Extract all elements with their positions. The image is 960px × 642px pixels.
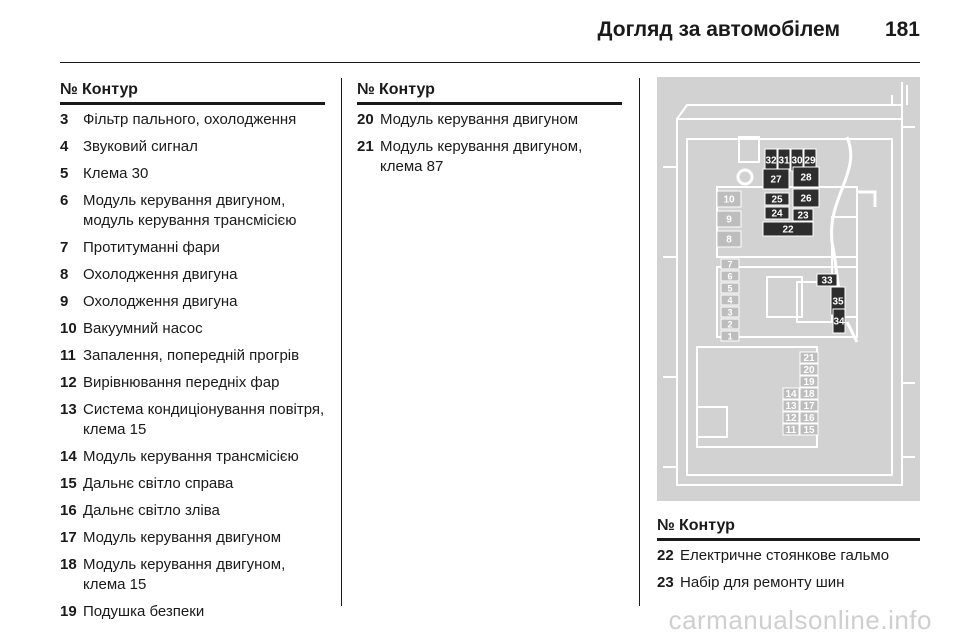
fuse-row [60, 346, 325, 366]
fuse-number: 7 [60, 239, 69, 256]
fuse-slot-light-19 [800, 376, 818, 388]
fuse-number: 18 [60, 556, 77, 573]
fuse-circuit: Охолодження двигуна [83, 266, 238, 283]
fuse-circuit: Модуль керування двигуном [83, 529, 282, 546]
fuse-box-drawing [657, 77, 920, 501]
fuse-label: 28 [800, 172, 812, 184]
fuse-row [60, 292, 325, 312]
fuse-label: 34 [833, 316, 845, 328]
fuse-circuit: Модуль керування трансмісією [83, 448, 299, 465]
fuse-slot-dark-31 [778, 149, 790, 171]
fuse-row [357, 110, 622, 130]
column-divider-left [341, 78, 342, 606]
fuse-number: 11 [60, 347, 76, 364]
fuse-number: 8 [60, 266, 69, 283]
fuse-box-diagram [657, 77, 920, 501]
fuse-table-column-2 [357, 80, 622, 184]
fuse-label: 23 [797, 210, 809, 222]
fuse-circuit: Протитуманні фари [83, 239, 220, 256]
fuse-number: 20 [357, 111, 374, 128]
fuse-number: 22 [657, 547, 674, 564]
fuse-slot-light-7 [721, 259, 739, 270]
fuse-slot-light-1 [721, 331, 739, 342]
fuse-row [60, 528, 325, 548]
fuse-label: 6 [727, 271, 733, 282]
fuse-label: 13 [785, 401, 797, 412]
fuse-row [657, 573, 920, 593]
fuse-circuit: Дальнє світло справа [83, 475, 234, 492]
fuse-circuit: Система кондиціонування повітря, клема 15 [83, 401, 325, 438]
fuse-number: 21 [357, 138, 374, 155]
fuse-number: 13 [60, 401, 77, 418]
fuse-label: 7 [727, 259, 733, 270]
header-title: Догляд за автомобілем [597, 18, 840, 41]
fuse-row [60, 474, 325, 494]
fuse-slot-light-16 [800, 412, 818, 424]
fuse-circuit: Звуковий сигнал [83, 138, 198, 155]
fuse-number: 9 [60, 293, 69, 310]
fuse-slot-dark-26 [793, 189, 819, 207]
fuse-slot-dark-24 [765, 207, 789, 220]
fuse-label: 27 [770, 174, 782, 186]
fuse-slot-light-9 [717, 211, 741, 227]
fuse-row [357, 137, 622, 177]
table-header [357, 80, 622, 105]
watermark: carmanualsonline.info [668, 605, 932, 635]
fuse-number: 3 [60, 111, 69, 128]
fuse-label: 3 [727, 307, 733, 318]
fuse-slot-light-15 [800, 424, 818, 436]
fuse-row [60, 501, 325, 521]
fuse-label: 20 [803, 365, 815, 376]
fuse-row [60, 373, 325, 393]
fuse-circuit: Модуль керування двигуном, клема 15 [83, 556, 286, 593]
fuse-label: 12 [785, 413, 797, 424]
fuse-number: 6 [60, 192, 69, 209]
table-header [60, 80, 325, 105]
fuse-label: 29 [804, 155, 816, 167]
fuse-slot-dark-33 [817, 274, 837, 287]
fuse-slot-light-17 [800, 400, 818, 412]
fuse-label: 4 [727, 295, 733, 306]
header-label: Контур [82, 81, 138, 98]
fuse-label: 24 [771, 208, 783, 220]
fuse-label: 18 [803, 389, 815, 400]
fuse-label: 25 [771, 194, 783, 206]
fuse-slot-light-13 [783, 400, 799, 412]
fuse-label: 8 [726, 234, 732, 246]
fuse-slot-light-8 [717, 231, 741, 247]
fuse-slot-light-5 [721, 283, 739, 294]
fuse-number: 5 [60, 165, 69, 182]
fuse-row [60, 164, 325, 184]
fuse-circuit: Вакуумний насос [83, 320, 203, 337]
fuse-label: 11 [785, 425, 797, 436]
fuse-circuit: Запалення, попередній прогрів [83, 347, 300, 364]
fuse-label: 32 [765, 155, 777, 167]
fuse-slot-light-18 [800, 388, 818, 400]
fuse-slot-light-3 [721, 307, 739, 318]
fuse-slot-light-11 [783, 424, 799, 436]
fuse-label: 35 [832, 296, 844, 308]
fuse-slot-dark-34 [833, 309, 845, 333]
header-number: № [60, 81, 78, 98]
fuse-label: 2 [727, 319, 733, 330]
fuse-circuit: Електричне стоянкове гальмо [680, 547, 890, 564]
fuse-slot-light-20 [800, 364, 818, 376]
fuse-label: 1 [727, 331, 733, 342]
fuse-row [60, 555, 325, 595]
fuse-slot-light-10 [717, 191, 741, 207]
fuse-row [60, 110, 325, 130]
fuse-slot-dark-27 [763, 169, 789, 189]
fuse-circuit: Клема 30 [83, 165, 149, 182]
fuse-circuit: Охолодження двигуна [83, 293, 238, 310]
fuse-label: 22 [782, 224, 794, 236]
fuse-circuit: Вирівнювання передніх фар [83, 374, 280, 391]
header-rule [60, 62, 920, 63]
fuse-label: 16 [803, 413, 815, 424]
header-label: Контур [379, 81, 435, 98]
fuse-slot-dark-22 [763, 222, 813, 236]
fuse-label: 31 [778, 155, 790, 167]
fuse-slot-light-14 [783, 388, 799, 400]
header-label: Контур [679, 517, 735, 534]
fuse-label: 10 [723, 194, 735, 206]
fuse-number: 4 [60, 138, 69, 155]
fuse-slot-light-4 [721, 295, 739, 306]
fuse-slot-light-21 [800, 352, 818, 364]
fuse-slot-light-12 [783, 412, 799, 424]
fuse-row [60, 137, 325, 157]
fuse-label: 21 [803, 353, 815, 364]
fuse-row [60, 319, 325, 339]
fuse-row [60, 191, 325, 231]
fuse-circuit: Модуль керування двигуном, модуль керування трансмісією [83, 192, 297, 229]
fuse-number: 12 [60, 374, 77, 391]
fuse-number: 16 [60, 502, 77, 519]
fuse-label: 5 [727, 283, 733, 294]
fuse-table-column-1 [60, 80, 325, 629]
fuse-label: 30 [791, 155, 803, 167]
fuse-list [357, 110, 622, 177]
fuse-row [60, 238, 325, 258]
fuse-circuit: Набір для ремонту шин [680, 574, 845, 591]
fuse-list [657, 546, 920, 593]
fuse-list [60, 110, 325, 622]
fuse-circuit: Фільтр пального, охолодження [83, 111, 297, 128]
fuse-slot-dark-25 [765, 193, 789, 206]
fuse-row [60, 447, 325, 467]
fuse-circuit: Модуль керування двигуном [380, 111, 579, 128]
fuse-number: 10 [60, 320, 77, 337]
fuse-table-column-3 [657, 516, 920, 600]
fuse-circuit: Модуль керування двигуном, клема 87 [380, 138, 583, 175]
fuse-number: 14 [60, 448, 77, 465]
fuse-label: 19 [803, 377, 815, 388]
page-number: 181 [884, 18, 920, 41]
fuse-slot-dark-28 [793, 167, 819, 187]
fuse-label: 33 [821, 275, 833, 287]
fuse-row [60, 265, 325, 285]
fuse-label: 9 [726, 214, 732, 226]
header-number: № [357, 81, 375, 98]
fuse-row [60, 602, 325, 622]
header-number: № [657, 517, 675, 534]
fuse-number: 23 [657, 574, 674, 591]
fuse-row [657, 546, 920, 566]
fuse-circuit: Подушка безпеки [83, 603, 205, 620]
column-divider-right [639, 78, 640, 606]
fuse-number: 15 [60, 475, 77, 492]
fuse-slot-light-2 [721, 319, 739, 330]
fuse-label: 26 [800, 193, 812, 205]
fuse-label: 14 [785, 389, 797, 400]
table-header [657, 516, 920, 541]
fuse-circuit: Дальнє світло зліва [83, 502, 220, 519]
fuse-number: 19 [60, 603, 77, 620]
fuse-row [60, 400, 325, 440]
fuse-label: 17 [803, 401, 815, 412]
fuse-number: 17 [60, 529, 77, 546]
fuse-label: 15 [803, 425, 815, 436]
fuse-slot-light-6 [721, 271, 739, 282]
fuse-slot-dark-32 [765, 149, 777, 171]
fuse-slot-dark-23 [793, 209, 813, 222]
